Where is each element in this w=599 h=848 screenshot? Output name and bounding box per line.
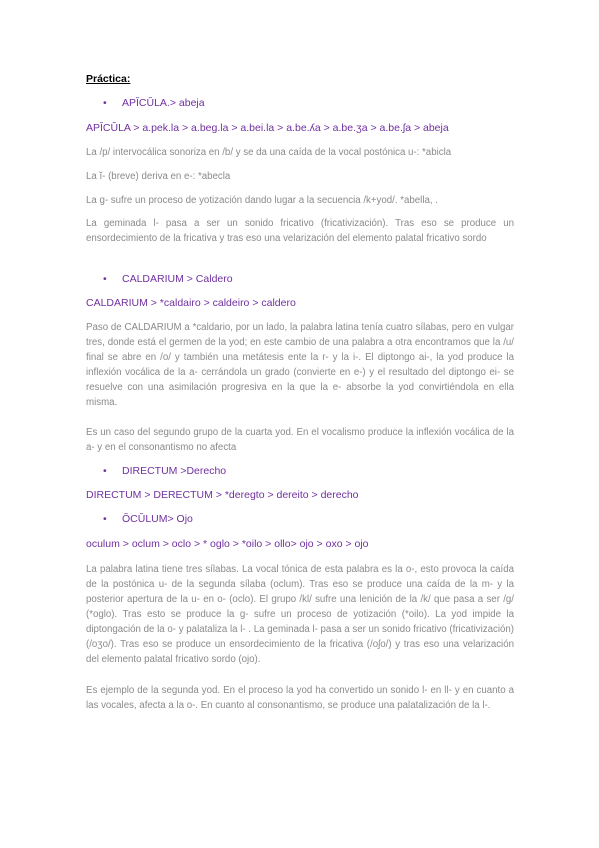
bullet-icon: • (103, 97, 107, 109)
paragraph: La g- sufre un proceso de yotización dando lugar a la secuencia /k+yod/. *abella, . (86, 195, 438, 206)
paragraph: La /p/ intervocálica sonoriza en /b/ y se da una caída de la vocal postónica u-: *abicla (86, 147, 452, 158)
paragraph: La geminada l- pasa a ser un sonido fricativo (fricativización). Tras eso se produce un ensordecimiento de la fricativa y tras eso una velarización del elemento palatal fricativo sordo (86, 218, 514, 244)
paragraph: La palabra latina tiene tres sílabas. La vocal tónica de esta palabra es la o-, esto provoca la caída de la postónica u- de la segunda sílaba (oclum). Tras eso se produce una caída de la m- y la posterior apertura de la u- en o- (oclo). El grupo /kl/ sufre una lenición de la /k/ que pasa a ser /g/ (*oglo). Tras esto se produce la g- sufre un proceso de yotización (*oilo). La yod impide la diptongación de la o- y palataliza la l- . La geminada l- pasa a ser un sonido fricativo (fricativización) (/oʒo/). Tras eso se produce un ensordecimiento de la fricativa (/oʃo/) y tras eso una velarización del elemento palatal fricativo sordo (ojo). (86, 564, 514, 665)
paragraph: Paso de CALDARIUM a *caldario, por un lado, la palabra latina tenía cuatro sílabas, pero en vulgar tres, donde está el germen de la yod; en este cambio de una palabra a otra encontramos que la /u/ final se abre en /o/ y también una metátesis ente la r- y la i-. El diptongo ai-, la yod produce la inflexión vocálica de la a- cerrándola un grado (convierte en e-) y el resultado del diptongo ei- se resuelve con una asimilación progresiva en la que la e- absorbe la yod convirtiéndola en ella misma. (86, 322, 514, 408)
paragraph: Es un caso del segundo grupo de la cuarta yod. En el vocalismo produce la inflexión vocálica de la a- y en el consonantismo no afecta (86, 427, 514, 453)
bullet-icon: • (103, 513, 107, 525)
bullet-icon: • (103, 273, 107, 285)
bullet-icon: • (103, 465, 107, 477)
paragraph: La ĭ- (breve) deriva en e-: *abecla (86, 171, 231, 182)
evolution-line-caldarium: CALDARIUM > *caldairo > caldeiro > caldero (86, 297, 296, 309)
page-title: Práctica: (86, 73, 131, 85)
evolution-line-apicula: APĬCŬLA > a.pek.la > a.beg.la > a.bei.la > a.be.ʎa > a.be.ʒa > a.be.ʃa > abeja (86, 122, 449, 134)
evolution-line-oculum: oculum > oclum > oclo > * oglo > *oilo > ollo> ojo > oxo > ojo (86, 538, 369, 550)
evolution-line-directum: DIRECTUM > DERECTUM > *deregto > dereito > derecho (86, 489, 359, 501)
paragraph: Es ejemplo de la segunda yod. En el proceso la yod ha convertido un sonido l- en ll- y en cuanto a las vocales, afecta a la o-. En cuanto al consonantismo, se produce una palatalización de la l-. (86, 685, 514, 711)
